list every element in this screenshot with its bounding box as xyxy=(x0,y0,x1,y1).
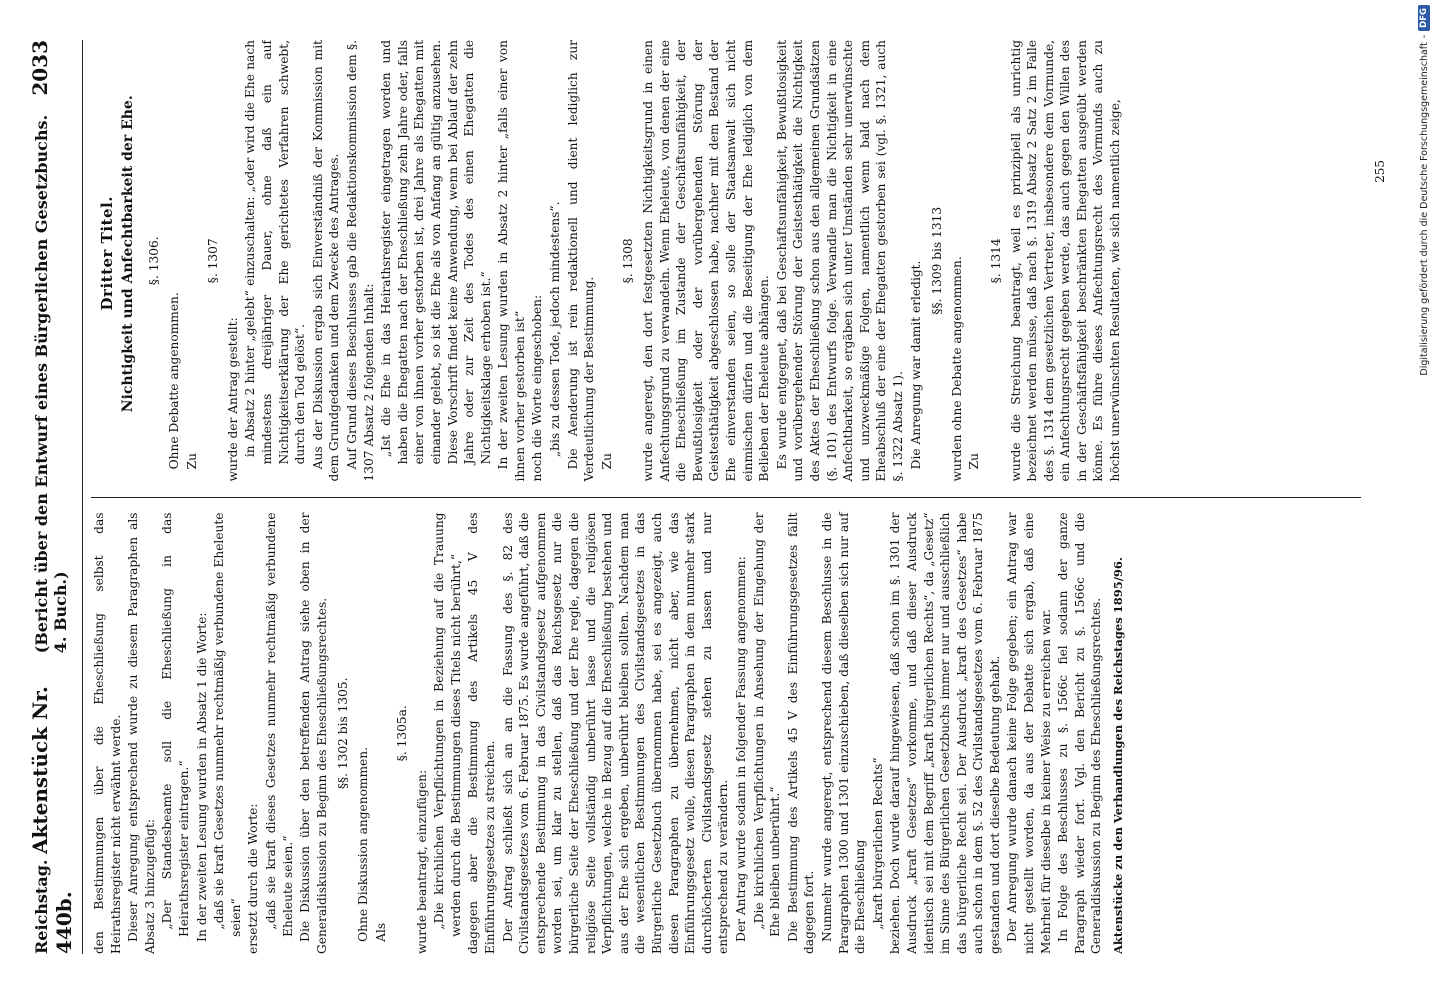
right-paragraph: §. 1306. xyxy=(147,236,162,286)
dfg-logo: DFG xyxy=(1418,5,1430,31)
right-paragraph: Ohne Debatte angenommen. xyxy=(167,292,182,470)
right-paragraph: Die Aenderung ist rein redaktionell und dient lediglich zur Verdeutlichung der Bestimmung. xyxy=(565,40,597,482)
left-paragraph: dagegen aber die Bestimmung des Artikels 45 V des Einführungsgesetzes zu streichen. xyxy=(466,512,498,954)
digitization-credit: Digitalisierung gefördert durch die Deutsche Forschungsgemeinschaft - DFG xyxy=(1418,5,1430,995)
header-left: Reichstag. Aktenstück Nr. 440b. xyxy=(28,686,76,954)
right-paragraph: wurde der Antrag gestellt: xyxy=(225,317,240,482)
left-paragraph: „daß sie kraft Gesetzes nunmehr rechtmäßig verbundene Eheleute seien“ xyxy=(212,512,243,937)
credit-text: Digitalisierung gefördert durch die Deutsche Forschungsgemeinschaft xyxy=(1418,42,1430,376)
document-number: Aktenstück Nr. 440b. xyxy=(28,686,76,954)
right-paragraph: In der zweiten Lesung wurden in Absatz 2 hinter „falls einer von ihnen vorher gestorben ist“ xyxy=(496,40,527,482)
right-paragraph: §. 1308 xyxy=(621,238,636,284)
left-paragraph: „daß sie kraft dieses Gesetzes nunmehr rechtmäßig verbundene Eheleute seien.“ xyxy=(263,512,295,937)
left-paragraph: Nunmehr wurde angeregt, entsprechend diesem Beschlusse in die Paragraphen 1300 und 1301 einzuschieben, daß dieselben sich nur auf die Eheschließung xyxy=(819,512,868,954)
left-paragraph: Ohne Diskussion angenommen. xyxy=(355,747,370,942)
right-paragraph: §§. 1309 bis 1313 xyxy=(930,206,945,315)
left-paragraph: Als xyxy=(373,922,388,942)
right-paragraph: wurden ohne Debatte angenommen. xyxy=(949,256,964,482)
right-paragraph: §. 1314 xyxy=(988,238,1003,284)
left-paragraph: Der Antrag schließt sich an an die Fassung des §. 82 des Civilstandsgesetzes vom 6. Februar 1875. Es wurde angeführt, daß die entsprechende Bestimmung in das Civilstandsgesetz aufgenommen worden sei, um klar zu stellen, daß das Reichsgesetz nur die bürgerliche Seite der Eheschließung und der Ehe regle, dagegen die religiöse Seite vollständig unberührt lasse und die religiösen Verpflichtungen, welche in Bezug auf die Eheschließung bestehen und aus der Ehe sich ergeben, unberührt bleiben sollten. Nachdem man die wesentlichen Bestimmungen des Civilstandsgesetzes in das Bürgerliche Gesetzbuch übernommen habe, sei es angezeigt, auch diesen Paragraphen zu übernehmen, nicht aber, wie das Einführungsgesetz wolle, diesen Paragraphen in dem nunmehr stark durchlöcherten Civilstandsgesetz stehen zu lassen und nur entsprechend zu verändern. xyxy=(500,512,731,954)
right-paragraph: Dritter Titel. xyxy=(98,196,116,311)
left-paragraph: „Die kirchlichen Verpflichtungen in Beziehung auf die Trauung werden durch die Bestimmungen dieses Titels nicht berührt,“ xyxy=(432,512,463,937)
right-paragraph: „bis zu dessen Tode, jedoch mindestens“. xyxy=(548,201,563,458)
right-paragraph: noch die Worte eingeschoben: xyxy=(530,294,545,482)
left-paragraph: §. 1305a. xyxy=(395,705,410,762)
left-paragraph: In Folge des Beschlusses zu §. 1566c fiel sodann der ganze Paragraph wieder fort. Vgl. den Bericht zu §. 1566c und die Generaldiskussion zu Beginn des Eheschließungsrechtes. xyxy=(1056,512,1104,954)
left-paragraph: wurde beantragt, einzufügen: xyxy=(414,769,429,954)
right-paragraph: §. 1307 xyxy=(206,238,221,284)
right-paragraph: Zu xyxy=(184,452,199,470)
left-paragraph: ersetzt durch die Worte: xyxy=(246,803,261,954)
left-column xyxy=(91,499,1361,955)
right-column xyxy=(91,40,1361,499)
left-paragraph: Dieser Anregung entsprechend wurde zu diesem Paragraphen als Absatz 3 hinzugefügt: xyxy=(126,512,157,954)
page-number: 2033 xyxy=(28,40,52,96)
left-paragraph: In der zweiten Lesung wurden in Absatz 1 die Worte: xyxy=(194,612,209,942)
left-paragraph: Die Bestimmung des Artikels 45 V des Einführungsgesetzes fällt dagegen fort. xyxy=(785,512,817,954)
header-title: (Bericht über den Entwurf eines Bürgerlichen Gesetzbuchs. 4. Buch.) xyxy=(32,114,70,654)
right-paragraph: wurde angeregt, den dort festgesetzten Nichtigkeitsgrund in einen Anfechtungsgrund zu verwandeln. Wenn Eheleute, von denen der eine die Eheschließung im Zustande der Geschäftsunfähigkeit, der Bewußtlosigkeit oder der vorübergehenden Störung der Geistesthätigkeit abgeschlossen habe, nachher mit dem Bestand der Ehe einverstanden seien, so solle der Staatsanwalt sich nicht einmischen dürfen und die Beseitigung der Ehe lediglich von dem Belieben der Eheleute abhängen. xyxy=(641,40,772,482)
right-paragraph: „Ist die Ehe in das Heirathsregister eingetragen worden und haben die Ehegatten nach der Eheschließung zehn Jahre oder, falls einer von ihnen vorher gestorben ist, drei Jahre als Ehegatten mit einander gelebt, so ist die Ehe als von Anfang an gültig anzusehen. Diese Vorschrift findet keine Anwendung, wenn bei Ablauf der zehn Jahre oder zur Zeit des Todes des einen Ehegatten die Nichtigkeitsklage erhoben ist.“ xyxy=(379,40,493,465)
left-paragraph: „Die kirchlichen Verpflichtungen in Ansehung der Eingehung der Ehe bleiben unberührt.“ xyxy=(751,512,783,937)
left-paragraph: Der Antrag wurde sodann in folgender Fassung angenommen: xyxy=(733,556,748,942)
left-paragraph: den Bestimmungen über die Eheschließung selbst das Heirathsregister nicht erwähnt werde. xyxy=(92,512,123,954)
right-paragraph: Nichtigkeit und Anfechtbarkeit der Ehe. xyxy=(120,95,137,413)
page-header xyxy=(28,40,83,954)
right-paragraph: Aus der Diskussion ergab sich Einverständniß der Kommission mit dem Grundgedanken und dem Zwecke des Antrages. xyxy=(310,40,342,482)
left-paragraph: „kraft bürgerlichen Rechts“ xyxy=(870,757,885,930)
left-paragraph: beziehen. Doch wurde darauf hingewiesen, daß schon im §. 1301 der Ausdruck „kraft Gesetzes“ vorkomme, und daß dieser Ausdruck identisch sei mit dem Begriff „kraft bürgerlichen Rechts“, da „Gesetz“ im Sinne des Bürgerlichen Gesetzbuchs immer nur und ausschließlich das bürgerliche Recht sei. Der Ausdruck „kraft des Gesetzes“ habe auch schon in dem §. 52 des Civilstandsgesetzes vom 6. Februar 1875 gestanden und dort dieselbe Bedeutung gehabt. xyxy=(888,512,1002,954)
right-paragraph: wurde die Streichung beantragt, weil es prinzipiell als unrichtig bezeichnet werden müsse, daß nach §. 1319 Absatz 2 Satz 2 im Falle des §. 1314 dem gesetzlichen Vertreter, insbesondere dem Vormunde, ein Anfechtungsrecht gegeben werde, das auch gegen den Willen des in der Geschäftsfähigkeit beschränkten Ehegatten ausgeübt werden könne. Es führe dieses Anfechtungsrecht des Vormunds auch zu höchst unerwünschten Resultaten, wie sich namentlich zeige, xyxy=(1008,40,1123,482)
page-footer-number: 255 xyxy=(1373,160,1387,183)
left-paragraph: Der Anregung wurde danach keine Folge gegeben; ein Antrag war nicht gestellt worden, da aus der Debatte sich ergab, daß eine Mehrheit für dieselbe in keiner Weise zu erreichen war. xyxy=(1005,512,1053,954)
left-footer: Aktenstücke zu den Verhandlungen des Reichstages 1895/96. xyxy=(1111,557,1126,954)
left-paragraph: §§. 1302 bis 1305. xyxy=(336,677,351,790)
left-paragraph: „Der Standesbeamte soll die Eheschließung in das Heirathsregister eintragen.“ xyxy=(160,512,191,937)
right-paragraph: Zu xyxy=(967,452,982,470)
left-paragraph: Die Diskussion über den betreffenden Antrag siehe oben in der Generaldiskussion zu Beginn des Eheschließungsrechtes. xyxy=(298,512,329,954)
right-paragraph: Zu xyxy=(599,452,614,470)
right-paragraph: Die Anregung war damit erledigt. xyxy=(908,260,923,470)
right-paragraph: in Absatz 2 hinter „gelebt“ einzuschalten: „oder wird die Ehe nach mindestens dreijähriger Dauer, ohne daß ein auf Nichtigkeitserklärung der Ehe gerichtetes Verfahren schwebt, durch den Tod gelöst“. xyxy=(243,40,308,465)
right-paragraph: Es wurde entgegnet, daß bei Geschäftsunfähigkeit, Bewußtlosigkeit und vorübergehender Störung der Geistesthätigkeit die Nichtigkeit des Aktes der Eheschließung schon aus den allgemeinen Grundsätzen (§. 101) des Entwurfs folge. Verwandle man die Nichtigkeit in eine Anfechtbarkeit, so ergäben sich unter Umständen sehr unerwünschte und unzweckmäßige Folgen, namentlich wenn bald nach dem Eheabschluß der eine der Ehegatten gestorben sei (vgl. §. 1321, auch §. 1322 Absatz 1). xyxy=(774,40,905,482)
right-paragraph: Auf Grund dieses Beschlusses gab die Redaktionskommission dem §. 1307 Absatz 2 folgenden Inhalt: xyxy=(344,40,376,482)
